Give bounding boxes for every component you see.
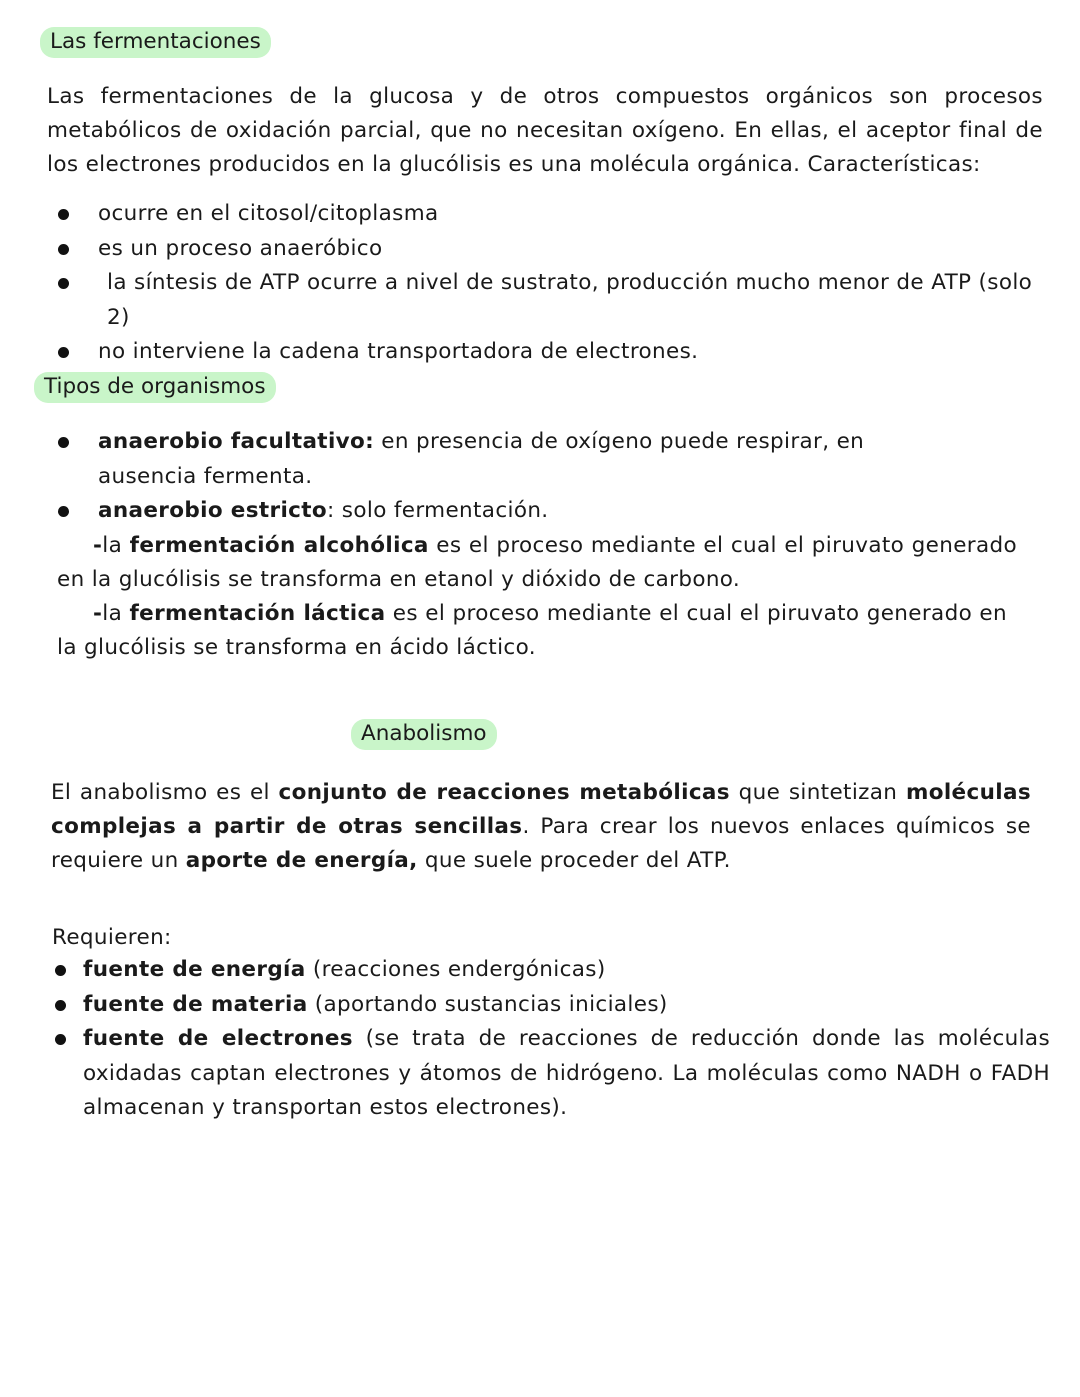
characteristics-list xyxy=(55,197,1055,370)
list-item: anaerobio estricto: solo fermentación. xyxy=(55,494,935,529)
bullet-dot-icon xyxy=(55,965,66,976)
requirements-list xyxy=(55,953,1050,1126)
heading-tipos-organismos: Tipos de organismos xyxy=(34,372,276,403)
bullet-dot-icon xyxy=(58,278,69,289)
bullet-dot-icon xyxy=(58,437,69,448)
requieren-label: Requieren: xyxy=(52,925,172,950)
list-item: es un proceso anaeróbico xyxy=(55,232,1055,267)
bullet-dot-icon xyxy=(58,244,69,255)
heading-anabolismo: Anabolismo xyxy=(351,719,497,750)
heading-fermentaciones: Las fermentaciones xyxy=(40,27,271,58)
list-item: fuente de energía (reacciones endergónicas) xyxy=(55,953,1050,988)
bullet-dot-icon xyxy=(55,1034,66,1045)
anabolismo-paragraph: El anabolismo es el conjunto de reacciones metabólicas que sintetizan moléculas complejas a partir de otras sencillas. Para crear los nuevos enlaces químicos se requiere un aporte de energía, que suele proceder del ATP. xyxy=(51,780,1032,873)
fermentacion-alcoholica-paragraph: -la fermentación alcohólica es el proceso mediante el cual el piruvato generado en la glucólisis se transforma en etanol y dióxido de carbono. xyxy=(57,533,1017,592)
organism-types-list xyxy=(55,425,935,529)
list-item: no interviene la cadena transportadora de electrones. xyxy=(55,335,1055,370)
bullet-dot-icon xyxy=(55,1000,66,1011)
bullet-dot-icon xyxy=(58,209,69,220)
fermentacion-lactica-paragraph: -la fermentación láctica es el proceso mediante el cual el piruvato generado en la glucólisis se transforma en ácido láctico. xyxy=(57,601,1007,660)
intro-paragraph: Las fermentaciones de la glucosa y de otros compuestos orgánicos son procesos metabólicos de oxidación parcial, que no necesitan oxígeno. En ellas, el aceptor final de los electrones producidos en la glucólisis es una molécula orgánica. Características: xyxy=(47,84,1043,177)
bullet-dot-icon xyxy=(58,347,69,358)
list-item: fuente de materia (aportando sustancias iniciales) xyxy=(55,988,1050,1023)
list-item: fuente de electrones (se trata de reacciones de reducción donde las moléculas oxidadas captan electrones y átomos de hidrógeno. La moléculas como NADH o FADH almacenan y transportan estos electrones). xyxy=(55,1022,1050,1126)
list-item: anaerobio facultativo: en presencia de oxígeno puede respirar, en ausencia fermenta. xyxy=(55,425,935,494)
bullet-dot-icon xyxy=(58,506,69,517)
list-item: la síntesis de ATP ocurre a nivel de sustrato, producción mucho menor de ATP (solo 2) xyxy=(55,266,1055,335)
list-item: ocurre en el citosol/citoplasma xyxy=(55,197,1055,232)
